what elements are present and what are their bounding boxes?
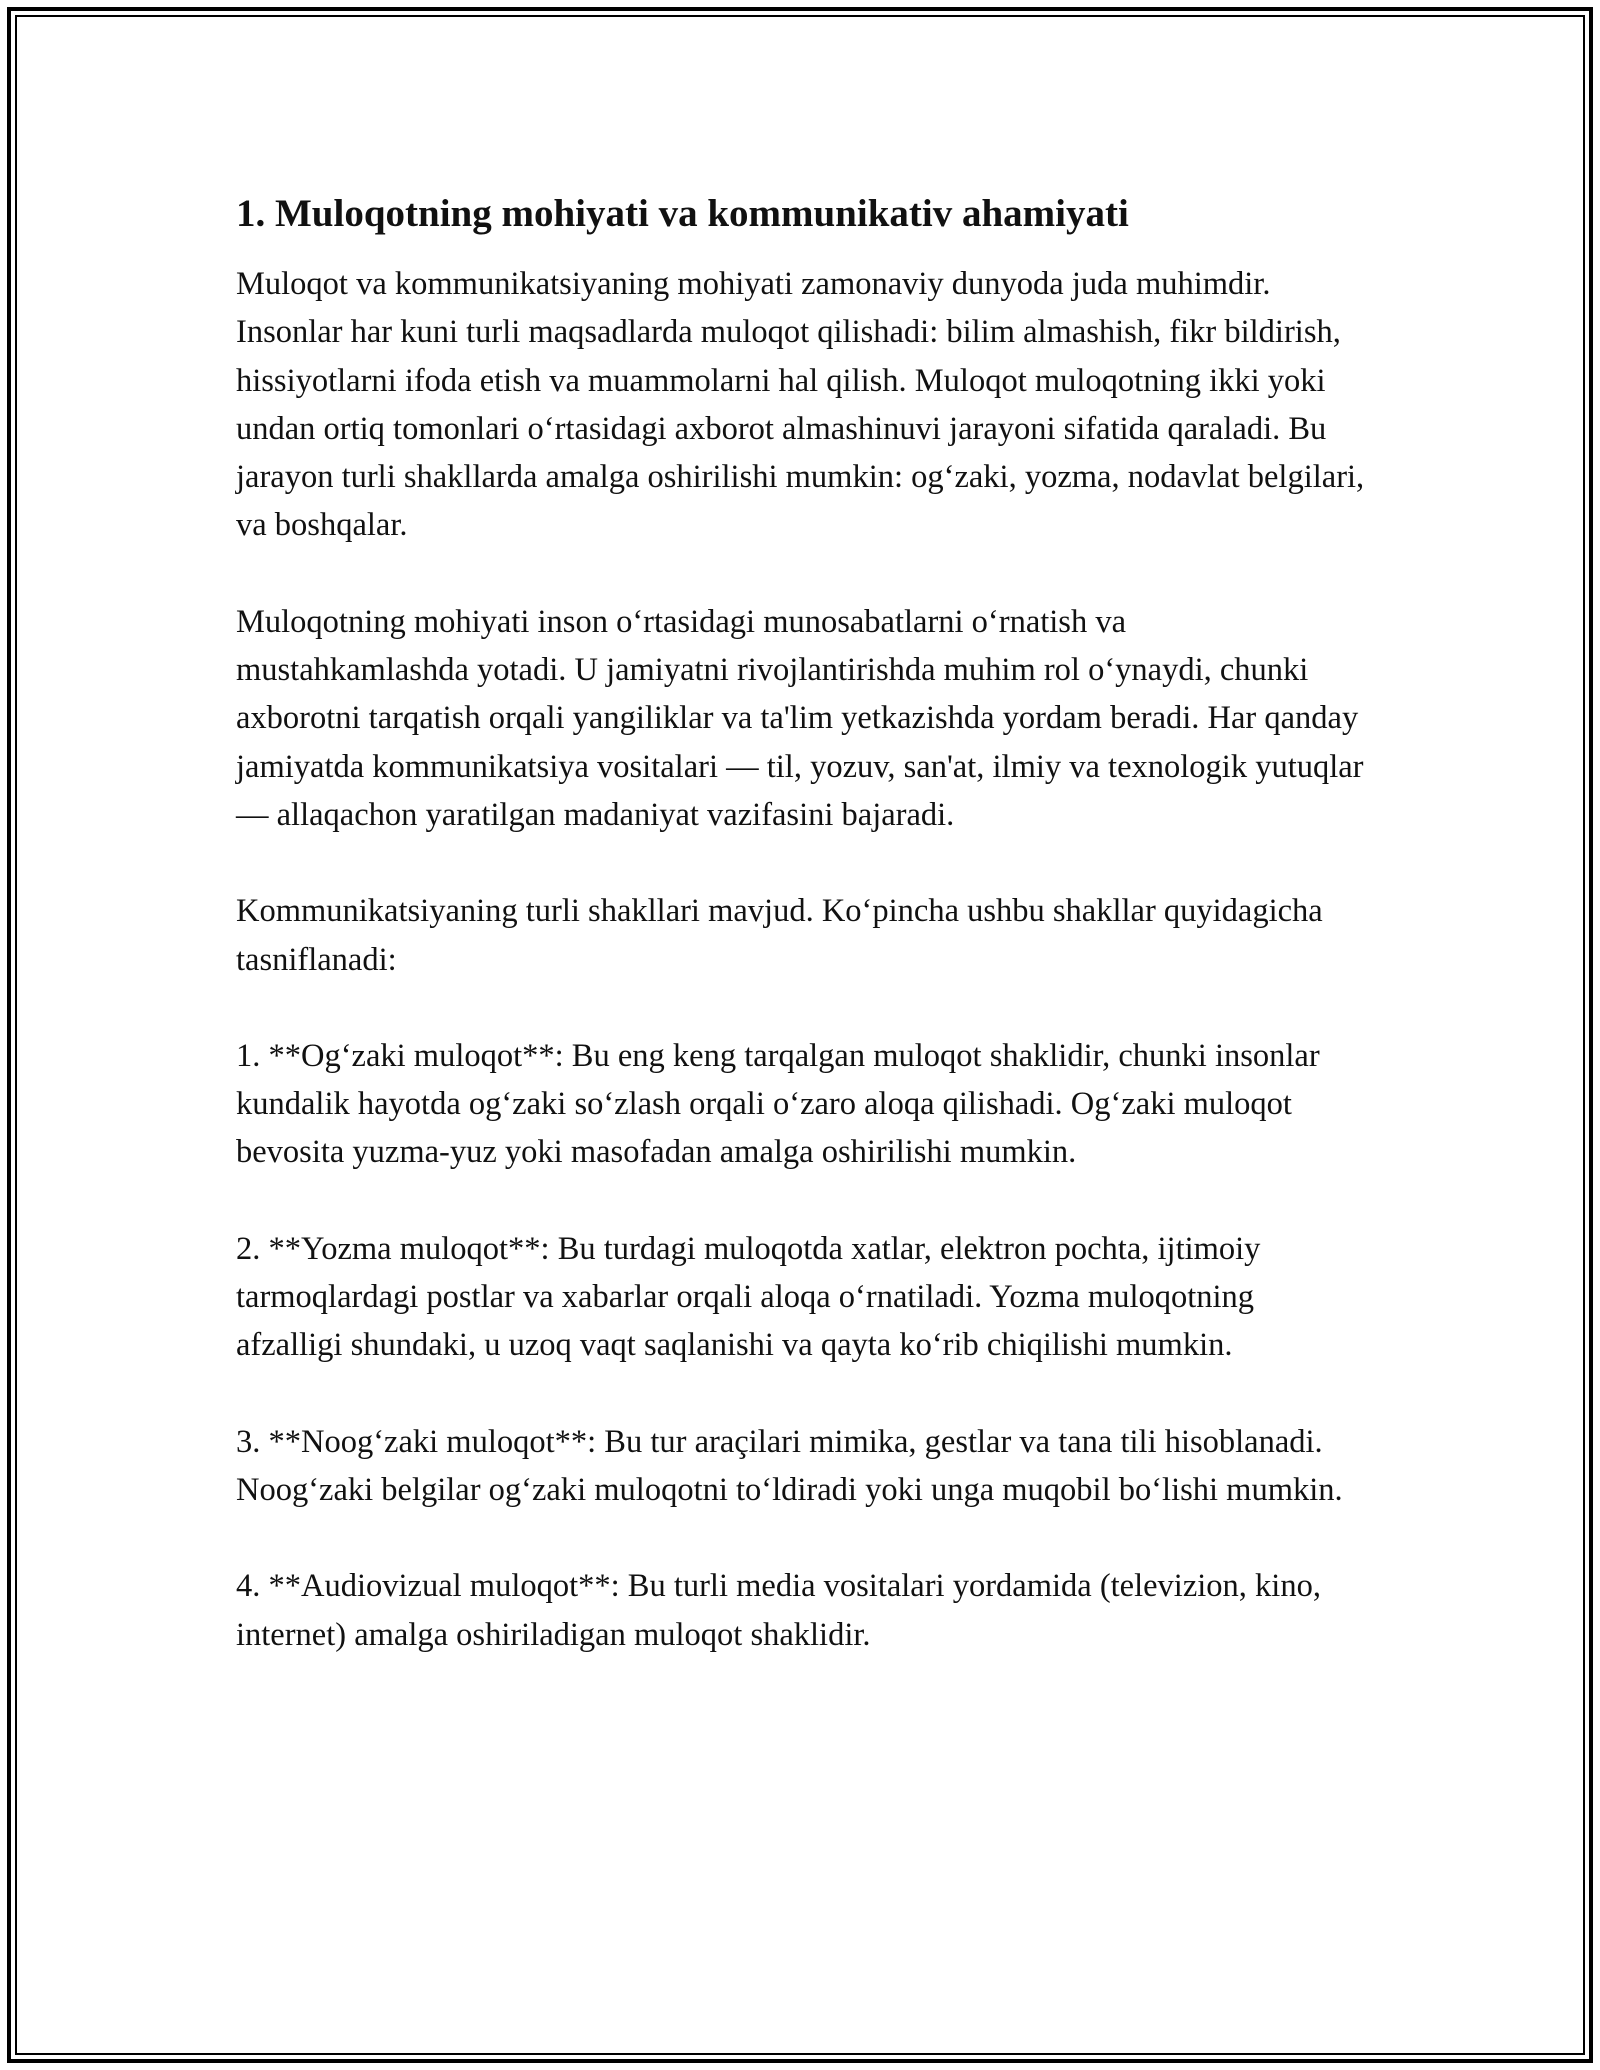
paragraph-intro: Muloqot va kommunikatsiyaning mohiyati zamonaviy dunyoda juda muhimdir. Insonlar har kuni turli maqsadlarda muloqot qilishadi: bilim almashish, fikr bildirish, hissiyotlarni ifoda etish va muammolarni hal qilish. Muloqot muloqotning ikki yoki undan ortiq tomonlari o‘rtasidagi axborot almashinuvi jarayoni sifatida qaraladi. Bu jarayon turli shakllarda amalga oshirilishi mumkin: og‘zaki, yozma, nodavlat belgilari, va boshqalar.: [236, 266, 1365, 544]
list-item-oral: 1. **Og‘zaki muloqot**: Bu eng keng tarqalgan muloqot shaklidir, chunki insonlar kundalik hayotda og‘zaki so‘zlash orqali o‘zaro aloqa qilishadi. Og‘zaki muloqot bevosita yuzma-yuz yoki masofadan amalga oshirilishi mumkin.: [236, 1037, 1320, 1171]
section-heading: 1. Muloqotning mohiyati va kommunikativ ahamiyati: [236, 192, 1129, 235]
paragraph-forms-intro: Kommunikatsiyaning turli shakllari mavjud. Ko‘pincha ushbu shakllar quyidagicha tasniflanadi:: [236, 893, 1323, 978]
list-item-written: 2. **Yozma muloqot**: Bu turdagi muloqotda xatlar, elektron pochta, ijtimoiy tarmoqlardagi postlar va xabarlar orqali aloqa o‘rnatiladi. Yozma muloqotning afzalligi shundaki, u uzoq vaqt saqlanishi va qayta ko‘rib chiqilishi mumkin.: [236, 1230, 1261, 1364]
document-body: [236, 186, 1366, 1659]
paragraph-essence: Muloqotning mohiyati inson o‘rtasidagi munosabatlarni o‘rnatish va mustahkamlashda yotadi. U jamiyatni rivojlantirishda muhim rol o‘ynaydi, chunki axborotni tarqatish orqali yangiliklar va ta'lim yetkazishda yordam beradi. Har qanday jamiyatda kommunikatsiya vositalari — til, yozuv, san'at, ilmiy va texnologik yutuqlar — allaqachon yaratilgan madaniyat vazifasini bajaradi.: [236, 603, 1364, 833]
list-item-audiovisual: 4. **Audiovizual muloqot**: Bu turli media vositalari yordamida (televizion, kino, internet) amalga oshiriladigan muloqot shaklidir.: [236, 1568, 1321, 1653]
list-item-nonverbal: 3. **Noog‘zaki muloqot**: Bu tur araçilari mimika, gestlar va tana tili hisoblanadi. Noog‘zaki belgilar og‘zaki muloqotni to‘ldiradi yoki unga muqobil bo‘lishi mumkin.: [236, 1423, 1343, 1508]
